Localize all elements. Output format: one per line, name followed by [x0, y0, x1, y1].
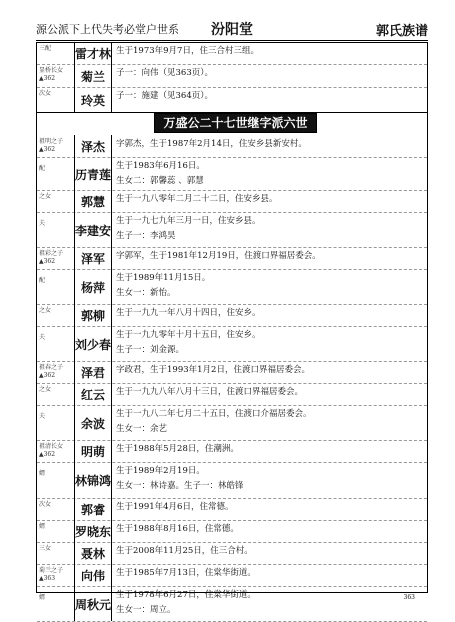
- person-details: [116, 588, 256, 618]
- row-divider: [37, 405, 427, 406]
- relation-label: [39, 165, 73, 173]
- page-reference: ▲363: [39, 575, 56, 582]
- detail-line: 生于一九八二年七月二十五日，住渡口介福居委会。: [116, 409, 312, 419]
- row-divider: [37, 361, 427, 362]
- column-divider: [111, 212, 112, 247]
- detail-line: 生于2008年11月25日，住三合村。: [116, 546, 253, 556]
- person-details: [116, 544, 253, 559]
- page-reference: ▲362: [39, 451, 56, 458]
- relation-text: 次女: [39, 501, 52, 508]
- relation-label: [39, 334, 73, 342]
- relation-text: 婿: [39, 523, 46, 530]
- person-details: [116, 500, 233, 515]
- relation-text: 夫: [39, 334, 46, 341]
- detail-line: 生于一九九一年八月十四日，住安乡。: [116, 308, 261, 318]
- row-divider: [37, 564, 427, 565]
- relation-label: [39, 501, 73, 509]
- relation-text: 夫: [39, 413, 46, 420]
- relation-label: [39, 567, 73, 583]
- row-divider: [37, 520, 427, 521]
- relation-text: 夫: [39, 220, 46, 227]
- relation-text: 祖春之子: [39, 364, 64, 371]
- relation-label: [39, 90, 73, 98]
- column-divider: [111, 498, 112, 520]
- row-divider: [37, 64, 427, 65]
- detail-line: 生于一九九零年十月十五日，住安乡。: [116, 330, 261, 340]
- person-name: 雷才林: [75, 47, 112, 61]
- person-details: [116, 407, 312, 437]
- relation-label: [39, 545, 73, 553]
- relation-label: [39, 443, 73, 459]
- section-banner: [37, 112, 427, 134]
- person-details: [116, 385, 303, 400]
- relation-label: [39, 220, 73, 228]
- relation-label: [39, 386, 73, 394]
- row-divider: [37, 304, 427, 305]
- relation-label: [39, 45, 73, 53]
- column-divider: [111, 304, 112, 326]
- row-divider: [37, 212, 427, 213]
- row-divider: [37, 586, 427, 587]
- person-name: 明萌: [80, 445, 105, 459]
- person-details: [116, 89, 213, 104]
- row-divider: [37, 326, 427, 327]
- column-divider: [111, 586, 112, 621]
- column-divider: [111, 383, 112, 405]
- person-name: 李建安: [75, 223, 112, 238]
- person-details: [116, 363, 310, 378]
- column-divider: [111, 135, 112, 157]
- relation-text: 配: [39, 165, 46, 172]
- relation-text: 菊兰之子: [39, 567, 64, 574]
- person-name: 郭慧: [80, 195, 105, 209]
- column-divider: [111, 64, 112, 87]
- detail-line: 生于1991年4月6日，住常德。: [116, 502, 234, 512]
- relation-label: [39, 413, 73, 421]
- detail-line: 生于1988年8月16日，住常德。: [116, 524, 239, 534]
- column-divider: [111, 269, 112, 304]
- detail-line: 生于一九八零年二月二十二日，住安乡县。: [116, 194, 278, 204]
- column-divider: [111, 462, 112, 498]
- detail-line: 生女一：林诗嘉。生子一：林皓锋: [116, 481, 244, 491]
- page-reference: ▲362: [39, 372, 56, 379]
- relation-text: 之女: [39, 307, 52, 314]
- header-lineage: 源公派下上代失考必堂户世系: [36, 23, 179, 36]
- person-details: [116, 192, 278, 207]
- row-divider: [37, 383, 427, 384]
- row-divider: [37, 190, 427, 191]
- person-details: [116, 137, 307, 152]
- column-divider: [111, 440, 112, 462]
- person-name: 林锦鸿: [75, 474, 112, 488]
- column-divider: [111, 190, 112, 212]
- relation-text: 次女: [39, 90, 52, 97]
- page-reference: ▲362: [39, 146, 56, 153]
- row-divider: [37, 498, 427, 499]
- column-divider: [111, 247, 112, 269]
- detail-line: 生女一：新怡。: [116, 288, 176, 298]
- person-name: 余波: [80, 416, 105, 431]
- person-details: [116, 306, 261, 321]
- person-name: 罗晓东: [75, 525, 112, 539]
- person-details: [116, 442, 239, 457]
- header-book-title: 郭氏族谱: [375, 24, 428, 39]
- page-reference: ▲362: [39, 258, 56, 265]
- detail-line: 生于1989年2月19日。: [116, 466, 205, 476]
- column-divider: [111, 520, 112, 542]
- detail-line: 字郭杰，生于1987年2月14日，住安乡县新安村。: [116, 139, 307, 149]
- relation-text: 祖清长女: [39, 443, 64, 450]
- relation-label: [39, 250, 73, 266]
- detail-line: 生于1983年6月16日。: [116, 161, 205, 171]
- column-divider: [111, 405, 112, 440]
- column-divider: [111, 87, 112, 112]
- relation-text: 祖明之子: [39, 138, 64, 145]
- person-details: [116, 522, 239, 537]
- column-divider: [111, 326, 112, 361]
- relation-label: [39, 307, 73, 315]
- relation-text: 三女: [39, 545, 52, 552]
- detail-line: 生于1989年11月15日。: [116, 273, 211, 283]
- person-name: 历青莲: [75, 167, 112, 182]
- person-name: 玲英: [80, 93, 105, 108]
- relation-text: 婿: [39, 594, 46, 601]
- detail-line: 生于1988年5月28日，住潮洲。: [116, 444, 239, 454]
- row-divider: [37, 269, 427, 270]
- person-name: 泽君: [80, 366, 105, 380]
- person-name: 刘少春: [75, 337, 112, 352]
- page-header: [36, 18, 428, 40]
- detail-line: 生于一九七九年三月一日，住安乡县。: [116, 216, 261, 226]
- relation-text: 配: [39, 277, 46, 284]
- person-name: 泽军: [80, 252, 105, 266]
- detail-line: 生于1978年6月27日，住棠华街道。: [116, 590, 256, 600]
- person-name: 周秋元: [75, 597, 112, 612]
- header-rule: [36, 40, 428, 41]
- person-details: [116, 214, 261, 244]
- relation-text: 之女: [39, 193, 52, 200]
- row-divider: [37, 157, 427, 158]
- person-details: [116, 44, 259, 59]
- row-divider: [37, 440, 427, 441]
- detail-line: 生于一九九八年八月十三日，住渡口界福居委会。: [116, 387, 304, 397]
- person-details: [116, 271, 210, 301]
- row-divider: [37, 247, 427, 248]
- detail-line: 字政君，生于1993年1月2日，住渡口界福居委会。: [116, 365, 310, 375]
- column-divider: [111, 42, 112, 64]
- page-number: 363: [403, 594, 415, 601]
- detail-line: 子一：施建（见364页）。: [116, 91, 213, 101]
- row-divider: [37, 87, 427, 88]
- row-divider: [37, 542, 427, 543]
- person-name: 杨萍: [80, 280, 105, 295]
- relation-label: [39, 523, 73, 531]
- relation-label: [39, 594, 73, 602]
- detail-line: 生于1973年9月7日，住三合村三组。: [116, 46, 259, 56]
- relation-label: [39, 277, 73, 285]
- detail-line: 生女一：余艺: [116, 424, 168, 434]
- detail-line: 生女一：周立。: [116, 605, 176, 615]
- relation-text: 显桥长女: [39, 67, 64, 74]
- detail-line: 生女二：郭馨蕊 、郭慧: [116, 176, 204, 186]
- person-name: 郭柳: [80, 309, 105, 323]
- person-name: 泽杰: [80, 140, 105, 154]
- person-name: 郭睿: [80, 503, 105, 517]
- relation-label: [39, 67, 73, 83]
- detail-line: 生于1985年7月13日，住棠华街道。: [116, 568, 256, 578]
- detail-line: 生子一：刘金源。: [116, 345, 185, 355]
- section-banner-title: 万盛公二十七世继字派六世: [154, 113, 317, 133]
- person-details: [116, 464, 244, 494]
- column-divider: [111, 564, 112, 586]
- header-hall-name: 汾阳堂: [211, 22, 253, 38]
- person-details: [116, 66, 213, 81]
- relation-label: [39, 138, 73, 154]
- relation-label: [39, 470, 73, 478]
- relation-text: 之女: [39, 386, 52, 393]
- relation-text: 婿: [39, 470, 46, 477]
- column-divider: [111, 157, 112, 190]
- person-details: [116, 159, 205, 189]
- person-details: [116, 328, 261, 358]
- detail-line: 生子一：李鸿昊: [116, 231, 176, 241]
- detail-line: 字郭军，生于1981年12月19日，住渡口界福居委会。: [116, 251, 321, 261]
- column-divider: [111, 361, 112, 383]
- person-details: [116, 249, 321, 264]
- person-details: [116, 566, 256, 581]
- relation-label: [39, 364, 73, 380]
- row-divider: [37, 462, 427, 463]
- person-name: 向伟: [80, 569, 105, 583]
- page-reference: ▲362: [39, 75, 56, 82]
- person-name: 红云: [80, 388, 105, 402]
- column-divider: [111, 542, 112, 564]
- relation-label: [39, 193, 73, 201]
- relation-text: 祖彩之子: [39, 250, 64, 257]
- detail-line: 子一：向伟（见363页）。: [116, 68, 213, 78]
- relation-text: 三配: [39, 45, 52, 52]
- person-name: 菊兰: [80, 69, 105, 84]
- person-name: 聂林: [80, 547, 105, 561]
